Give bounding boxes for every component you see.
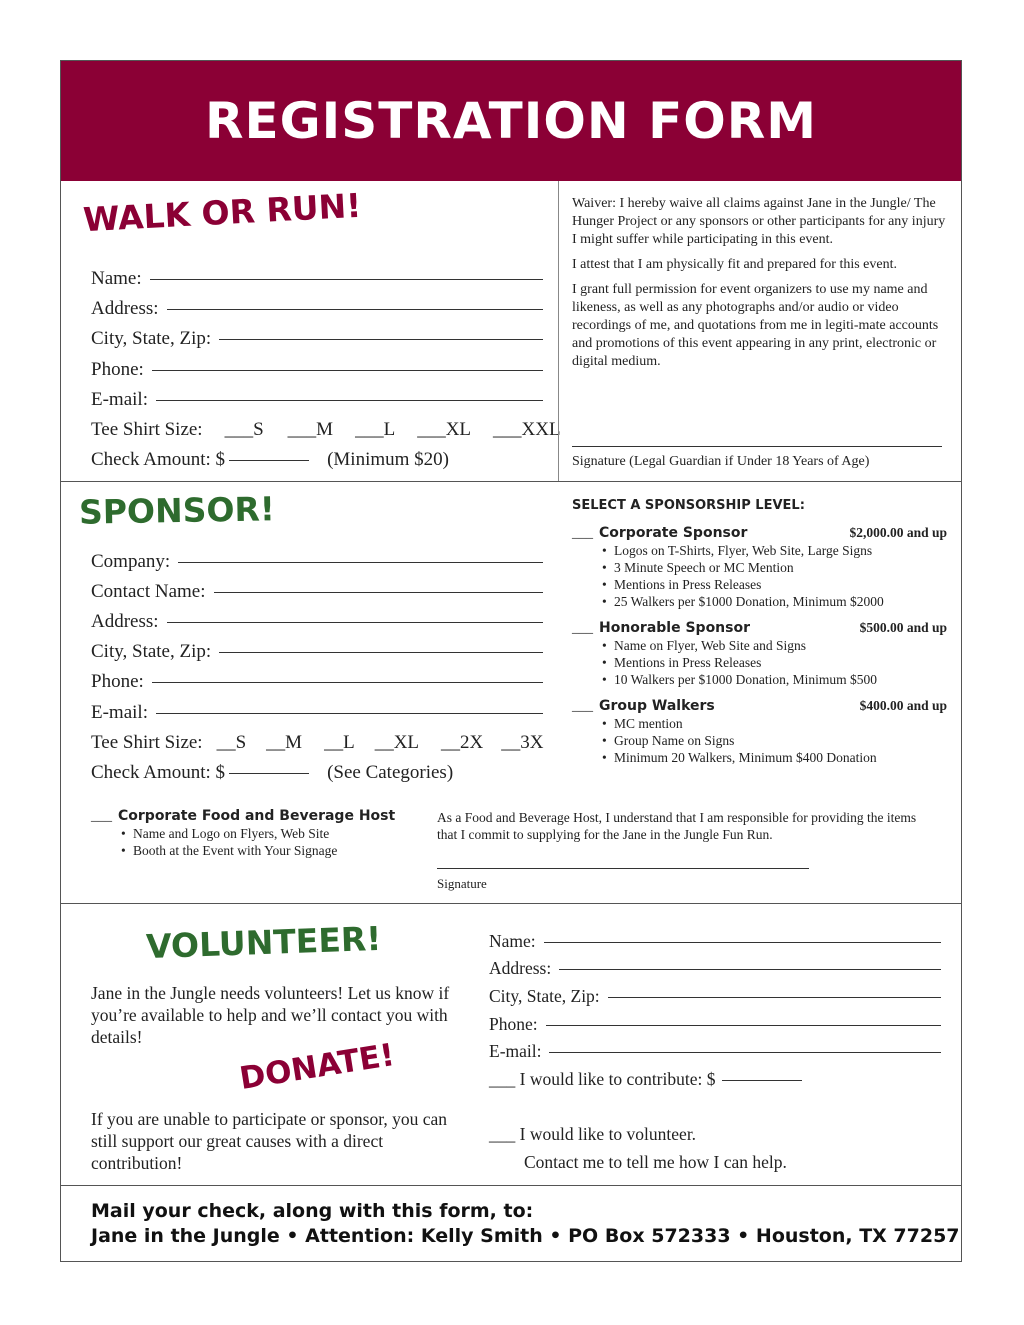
benefit-item: • Name and Logo on Flyers, Web Site [117,825,411,842]
divider [61,481,961,482]
volunteer-phone-field[interactable] [489,1014,941,1035]
check-label: Check Amount: $ [91,762,226,783]
input-line[interactable] [156,400,543,401]
walk-city-field[interactable] [91,328,543,350]
field-label: Address: [91,611,159,632]
level-blank[interactable]: ___ [572,699,593,714]
sponsor-phone-field[interactable] [91,671,543,693]
tee-option-xxl[interactable]: ___XXL [493,419,561,440]
level-price: $2,000.00 and up [849,525,947,540]
volunteer-city-field[interactable] [489,986,941,1007]
tee-option-m[interactable]: ___M [287,419,334,440]
check-amount-line[interactable] [229,460,309,461]
host-agreement-text: As a Food and Beverage Host, I understand that I am responsible for providing the items that I commit to supplying for the Jane in the Jungle Fun Run. [437,810,917,842]
benefit-item: • 3 Minute Speech or MC Mention [598,559,947,576]
mail-address: Jane in the Jungle • Attention: Kelly Smith • PO Box 572333 • Houston, TX 77257 [91,1225,960,1247]
walk-heading: WALK OR RUN! [82,185,363,240]
form-header [61,61,961,181]
field-label: Address: [489,958,552,978]
input-line[interactable] [549,1052,941,1053]
tee-option-2x[interactable]: __2X [441,732,484,753]
divider [558,181,559,481]
field-label: Contact Name: [91,581,206,602]
sponsor-company-field[interactable] [91,551,543,573]
field-label: Name: [489,931,536,951]
sponsor-city-field[interactable] [91,641,543,663]
tee-label: Tee Shirt Size: [91,732,203,753]
donate-text: If you are unable to participate or sponsor, you can still support our great causes with a direct contribution! [91,1109,447,1173]
level-honorable[interactable] [572,620,947,688]
field-label: City, State, Zip: [91,641,212,662]
benefit-item: • Group Name on Signs [598,732,947,749]
field-label: Address: [91,298,159,319]
host-name: Corporate Food and Beverage Host [118,808,396,824]
select-level-heading: SELECT A SPONSORSHIP LEVEL: [572,498,805,513]
tee-option-xl[interactable]: ___XL [417,419,472,440]
field-label: Phone: [91,671,144,692]
input-line[interactable] [167,622,543,623]
tee-option-s[interactable]: __S [216,732,247,753]
waiver-paragraph: I attest that I am physically fit and prepared for this event. [572,257,898,272]
benefit-item: • 25 Walkers per $1000 Donation, Minimum $2000 [598,593,947,610]
walk-check-amount[interactable] [91,449,449,471]
input-line[interactable] [152,370,543,371]
field-label: City, State, Zip: [91,328,212,349]
registration-form [60,60,962,1262]
level-blank[interactable]: ___ [572,526,593,541]
volunteer-heading: VOLUNTEER! [145,918,382,967]
volunteer-label: ___ I would like to volunteer. [489,1124,697,1144]
volunteer-option[interactable] [489,1124,696,1145]
benefit-item: • Booth at the Event with Your Signage [117,842,411,859]
tee-option-3x[interactable]: __3X [501,732,544,753]
input-line[interactable] [219,652,543,653]
input-line[interactable] [608,997,941,998]
input-line[interactable] [546,1025,941,1026]
tee-option-l[interactable]: ___L [355,419,396,440]
benefit-item: • Mentions in Press Releases [598,576,947,593]
input-line[interactable] [544,942,941,943]
input-line[interactable] [150,279,543,280]
level-price: $400.00 and up [859,698,947,713]
level-name: Group Walkers [599,698,715,714]
field-label: City, State, Zip: [489,986,600,1006]
waiver-text [572,195,952,371]
walk-name-field[interactable] [91,268,543,290]
sponsor-email-field[interactable] [91,702,543,724]
waiver-signature-label: Signature (Legal Guardian if Under 18 Years of Age) [572,454,870,469]
field-label: Phone: [91,359,144,380]
contribute-label: ___ I would like to contribute: $ [489,1069,716,1089]
walk-tee-size [91,419,561,441]
level-name: Honorable Sponsor [599,620,751,636]
check-note: (See Categories) [327,762,454,783]
tee-option-xl[interactable]: __XL [374,732,420,753]
benefit-item: • Logos on T-Shirts, Flyer, Web Site, Large Signs [598,542,947,559]
benefit-item: • Mentions in Press Releases [598,654,947,671]
host-signature-label: Signature [437,876,487,891]
level-corporate[interactable] [572,525,947,610]
waiver-paragraph: Waiver: I hereby waive all claims against Jane in the Jungle/ The Hunger Project or any sponsors or other participants for any injury I might suffer while participating in this event. [572,196,946,247]
volunteer-text: Jane in the Jungle needs volunteers! Let us know if you’re available to help and we’ll contact you with details! [91,983,450,1047]
host-blank[interactable]: ___ [91,809,112,824]
sponsorship-levels [572,498,947,766]
contribute-option[interactable] [489,1069,802,1090]
waiver-signature-line[interactable] [572,446,942,447]
sponsor-heading: SPONSOR! [78,489,276,532]
field-label: Company: [91,551,171,572]
level-group-walkers[interactable] [572,698,947,766]
divider [61,903,961,904]
check-label: Check Amount: $ [91,449,226,470]
tee-option-l[interactable]: __L [324,732,355,753]
donate-heading: DONATE! [237,1037,397,1097]
benefit-item: • MC mention [598,715,947,732]
contact-note [524,1152,787,1173]
tee-option-s[interactable]: ___S [224,419,264,440]
field-label: E-mail: [489,1041,542,1061]
volunteer-address-field[interactable] [489,958,941,979]
benefit-item: • Name on Flyer, Web Site and Signs [598,637,947,654]
host-signature-line[interactable] [437,868,809,869]
sponsor-check-amount[interactable] [91,762,453,784]
sponsor-contact-field[interactable] [91,581,543,603]
level-name: Corporate Sponsor [599,525,748,541]
input-line[interactable] [152,682,543,683]
input-line[interactable] [167,309,543,310]
contact-label: Contact me to tell me how I can help. [524,1152,787,1172]
input-line[interactable] [156,713,543,714]
check-note: (Minimum $20) [327,449,449,470]
volunteer-email-field[interactable] [489,1041,941,1062]
check-amount-line[interactable] [229,773,309,774]
walk-address-field[interactable] [91,298,543,320]
mail-line-1: Mail your check, along with this form, to: [91,1200,534,1222]
divider [61,1185,961,1186]
level-blank[interactable]: ___ [572,621,593,636]
field-label: E-mail: [91,389,148,410]
input-line[interactable] [214,592,544,593]
food-beverage-host[interactable] [91,808,411,859]
input-line[interactable] [559,969,941,970]
field-label: Name: [91,268,142,289]
sponsor-address-field[interactable] [91,611,543,633]
sponsor-tee-size [91,732,551,754]
field-label: E-mail: [91,702,148,723]
tee-option-m[interactable]: __M [266,732,303,753]
mail-instructions [91,1199,960,1249]
input-line[interactable] [178,562,543,563]
benefit-item: • Minimum 20 Walkers, Minimum $400 Donation [598,749,947,766]
field-label: Phone: [489,1014,538,1034]
contribute-amount-line[interactable] [722,1080,802,1081]
walk-phone-field[interactable] [91,359,543,381]
benefit-item: • 10 Walkers per $1000 Donation, Minimum $500 [598,671,947,688]
waiver-paragraph: I grant full permission for event organizers to use my name and likeness, as well as any photographs and/or audio or video recordings of me, and quotations from me in legiti-mate accounts and promotions of this event appearing in any print, electronic or digital medium. [572,282,939,369]
tee-label: Tee Shirt Size: [91,419,203,440]
level-price: $500.00 and up [859,620,947,635]
volunteer-name-field[interactable] [489,931,941,952]
walk-email-field[interactable] [91,389,543,411]
input-line[interactable] [219,339,543,340]
form-title: REGISTRATION FORM [204,92,818,150]
